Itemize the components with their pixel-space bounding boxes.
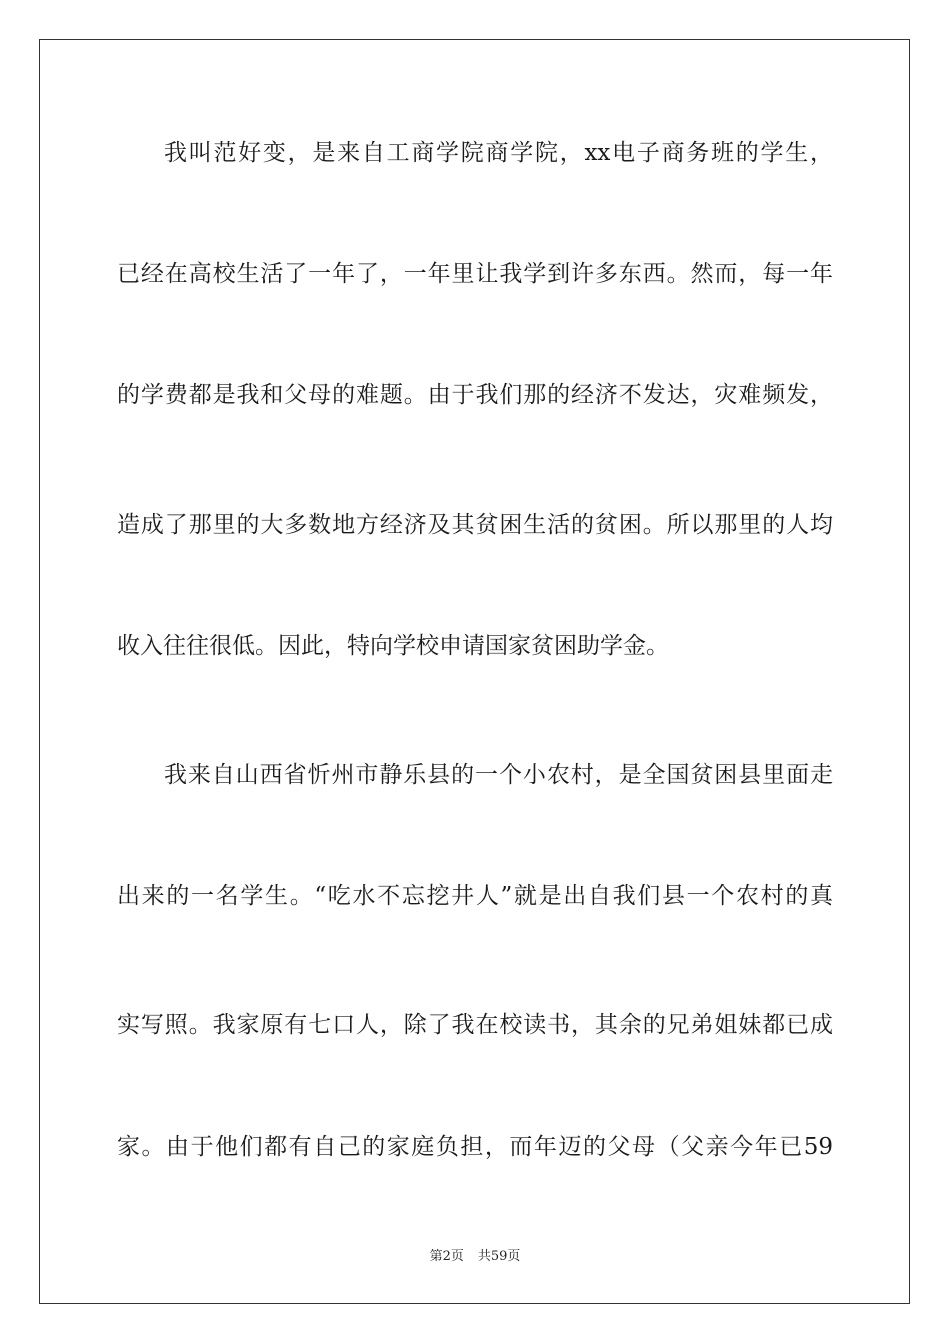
page-count: 共59页: [477, 1249, 521, 1264]
paragraph-1-line-3: 的学费都是我和父母的难题。由于我们那的经济不发达，灾难频发，: [117, 382, 833, 408]
page-number: 第2页: [429, 1249, 464, 1264]
paragraph-1-line-4: 造成了那里的大多数地方经济及其贫困生活的贫困。所以那里的人均: [117, 512, 833, 538]
paragraph-2-line-4: 家。由于他们都有自己的家庭负担，而年迈的父母（父亲今年已59: [117, 1134, 833, 1160]
paragraph-2-line-1: 我来自山西省忻州市静乐县的一个小农村，是全国贫困县里面走: [164, 762, 833, 788]
paragraph-2-line-3: 实写照。我家原有七口人，除了我在校读书，其余的兄弟姐妹都已成: [117, 1012, 833, 1038]
paragraph-1-line-1: 我叫范好变，是来自工商学院商学院，xx电子商务班的学生，: [164, 140, 833, 166]
page-border: [39, 39, 910, 1304]
paragraph-2-line-2: 出来的一名学生。“吃水不忘挖井人”就是出自我们县一个农村的真: [117, 883, 833, 909]
page-footer: [0, 1248, 950, 1266]
paragraph-1-line-5: 收入往往很低。因此，特向学校申请国家贫困助学金。: [117, 633, 669, 659]
paragraph-1-line-2: 已经在高校生活了一年了，一年里让我学到许多东西。然而，每一年: [117, 261, 833, 287]
